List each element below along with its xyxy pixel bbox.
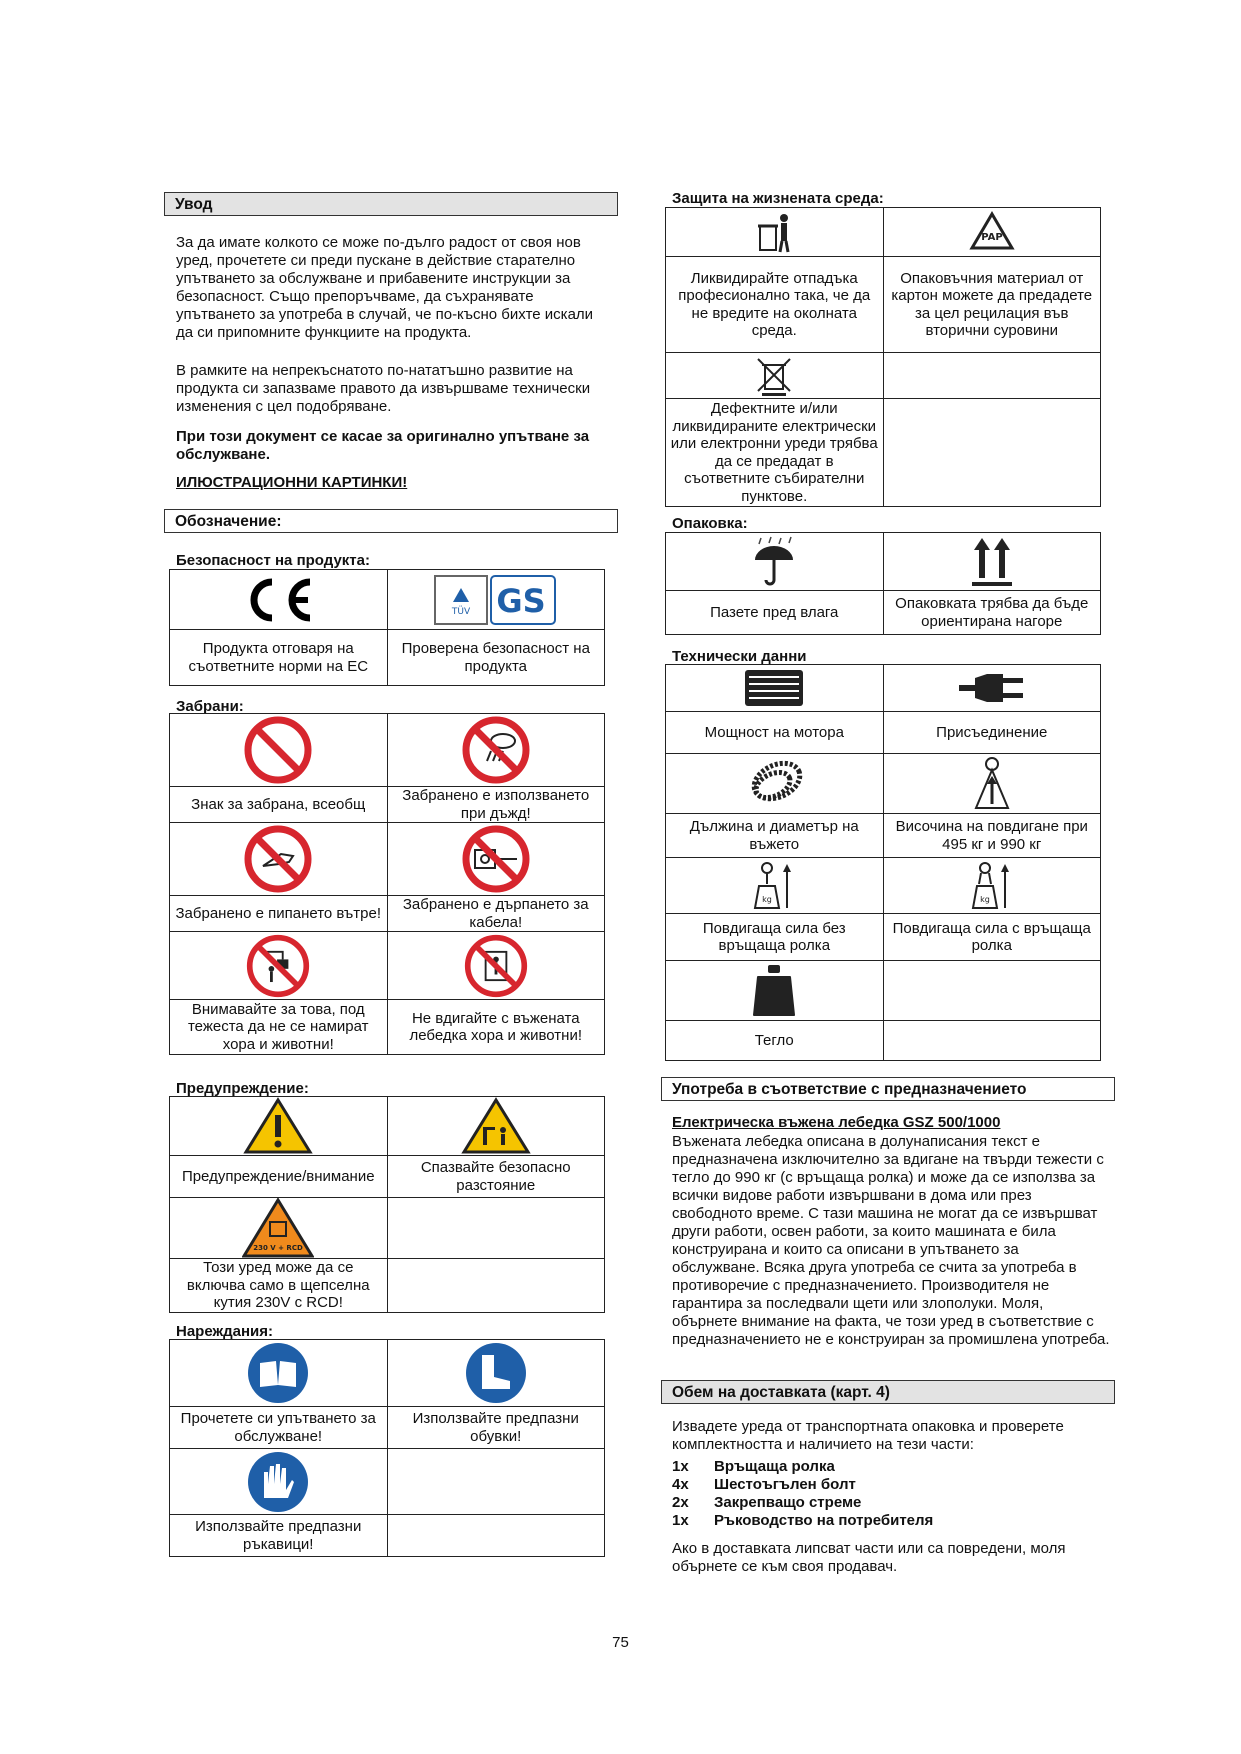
tech-title: Технически данни — [672, 648, 807, 665]
empty-cell — [883, 961, 1101, 1021]
page-number: 75 — [612, 1634, 629, 1651]
safety-gloves-icon — [170, 1449, 388, 1515]
dispose-waste-icon — [666, 208, 884, 257]
order-label: Използвайте предпазни обувки! — [387, 1407, 605, 1449]
prohibition-sign-icon — [170, 714, 388, 787]
warning-label: Спазвайте безопасно разстояние — [387, 1156, 605, 1198]
delivery-header: Обем на доставката (карт. 4) — [661, 1380, 1115, 1404]
tech-table — [665, 664, 1101, 1061]
tech-label: Тегло — [666, 1021, 884, 1061]
intro-paragraph-3: При този документ се касае за оригинално упътване за обслужване. — [176, 428, 590, 463]
illustrations-note: ИЛЮСТРАЦИОННИ КАРТИНКИ! — [176, 474, 408, 491]
rope-coil-icon — [666, 754, 884, 814]
use-header: Употреба в съответствие с предназначението — [661, 1077, 1115, 1101]
environment-table — [665, 207, 1101, 507]
intro-paragraph-2: В рамките на непрекъснатото по-нататъшно развитие на продукта си запазваме правото да извършваме технически изменения с цел подобряване. — [176, 362, 591, 415]
no-standing-under-load-icon — [170, 932, 388, 1000]
this-way-up-icon — [883, 533, 1101, 591]
prohibitions-title: Забрани: — [176, 698, 244, 715]
prohibition-label: Знак за забрана, всеобщ — [170, 787, 388, 823]
warnings-table — [169, 1096, 605, 1313]
empty-cell — [883, 399, 1101, 507]
no-touch-icon — [170, 823, 388, 896]
use-text: Въжената лебедка описана в долунаписания текст е предназначена изключително за вдигане на твърди тежести с тегло до 990 кг (с връщаща ролка) и може да се използва за всички видове работи извършвани в дома или през свободното време. С тази машина не могат да се извършват други работи, освен работи, за които машината е била конструирана и които са описани в упътването за обслужване. Всяка друга употреба се счита за употреба в противоречие с предназначението. Производителя не гарантира за последвали щети или злополуки. Моля, обърнете внимание на факта, че този уред в съответствие с предназначението не е конструиран за промишлена употреба. — [672, 1133, 1110, 1348]
prohibition-label: Не вдигайте с въжената лебедка хора и животни! — [387, 1000, 605, 1055]
warning-label: Предупреждение/внимание — [170, 1156, 388, 1198]
delivery-qty: 1x — [672, 1458, 689, 1475]
safety-title: Безопасност на продукта: — [176, 552, 370, 569]
delivery-qty: 2x — [672, 1494, 689, 1511]
svg-text:GS: GS — [496, 581, 546, 620]
tech-label: Повдигаща сила без връщаща ролка — [666, 914, 884, 961]
empty-cell — [387, 1515, 605, 1557]
pap-recycle-icon — [883, 208, 1101, 257]
intro-paragraph-1: За да имате колкото се може по-дълго радост от своя нов уред, прочетете си преди пускане в действие старателно упътването за обслужване и прибавените инструкции за безопасност. Също препоръчваме, да съхранявате упътването за употреба в случай, че по-късно бихте искали да си припомните функциите на продукта. — [176, 234, 594, 341]
orders-table — [169, 1339, 605, 1557]
motor-icon — [666, 665, 884, 712]
delivery-qty: 4x — [672, 1476, 689, 1493]
lifting-height-icon — [883, 754, 1101, 814]
empty-cell — [883, 1021, 1101, 1061]
packaging-title: Опаковка: — [672, 515, 748, 532]
rcd-warning-icon — [170, 1198, 388, 1259]
lift-force-pulley-icon — [883, 858, 1101, 914]
kg-icon-text: kg — [762, 894, 773, 904]
delivery-item — [672, 1494, 861, 1512]
environment-label: Ликвидирайте отпадъка професионално така, че да не вредите на околната среда. — [666, 257, 884, 353]
tech-label: Височина на повдигане при 495 кг и 990 кг — [883, 814, 1101, 858]
warning-label: Този уред може да се включва само в щепселна кутия 230V с RCD! — [170, 1259, 388, 1313]
no-lifting-people-icon — [387, 932, 605, 1000]
safe-distance-icon — [387, 1097, 605, 1156]
packaging-label: Пазете пред влага — [666, 591, 884, 635]
safety-boots-icon — [387, 1340, 605, 1407]
safety-label: Продукта отговаря на съответните норми на ЕС — [170, 630, 388, 686]
warning-triangle-icon — [170, 1097, 388, 1156]
delivery-outro: Ако в доставката липсват части или са повредени, моля обърнете се към своя продавач. — [672, 1540, 1066, 1575]
prohibition-label: Забранено е пипането вътре! — [170, 896, 388, 932]
pap-icon-text: PAP — [981, 232, 1003, 243]
designation-header: Обозначение: — [164, 509, 618, 533]
umbrella-icon — [666, 533, 884, 591]
no-rain-icon — [387, 714, 605, 787]
no-cable-pull-icon — [387, 823, 605, 896]
empty-cell — [387, 1198, 605, 1259]
safety-label: Проверена безопасност на продукта — [387, 630, 605, 686]
delivery-item — [672, 1458, 835, 1476]
tuv-gs-icon — [387, 570, 605, 630]
weight-icon — [666, 961, 884, 1021]
order-label: Прочетете си упътването за обслужване! — [170, 1407, 388, 1449]
delivery-name: Шестоъгълен болт — [714, 1476, 856, 1493]
plug-icon — [883, 665, 1101, 712]
delivery-name: Връщаща ролка — [714, 1458, 835, 1475]
tech-label: Присъединение — [883, 712, 1101, 754]
delivery-item — [672, 1476, 856, 1494]
tech-label: Повдигаща сила с връщаща ролка — [883, 914, 1101, 961]
environment-label: Опаковъчния материал от картон можете да предадете за цел рецилация във вторични суровини — [883, 257, 1101, 353]
weee-crossed-bin-icon — [666, 353, 884, 399]
use-subtitle: Електрическа въжена лебедка GSZ 500/1000 — [672, 1114, 1001, 1131]
delivery-item — [672, 1512, 933, 1530]
tech-label: Дължина и диаметър на въжето — [666, 814, 884, 858]
kg-icon-text: kg — [979, 894, 990, 904]
intro-header: Увод — [164, 192, 618, 216]
packaging-label: Опаковката трябва да бъде ориентирана нагоре — [883, 591, 1101, 635]
read-manual-icon — [170, 1340, 388, 1407]
prohibition-label: Внимавайте за това, под тежеста да не се намират хора и животни! — [170, 1000, 388, 1055]
prohibition-label: Забранено е дърпането за кабела! — [387, 896, 605, 932]
lift-force-icon — [666, 858, 884, 914]
prohibition-label: Забранено е използването при дъжд! — [387, 787, 605, 823]
ce-mark-icon — [170, 570, 388, 630]
delivery-qty: 1x — [672, 1512, 689, 1529]
prohibitions-table — [169, 713, 605, 1055]
empty-cell — [387, 1449, 605, 1515]
environment-title: Защита на жизнената среда: — [672, 190, 884, 207]
order-label: Използвайте предпазни ръкавици! — [170, 1515, 388, 1557]
delivery-intro: Извадете уреда от транспортната опаковка и проверете комплектността и наличието на тези части: — [672, 1418, 1064, 1453]
empty-cell — [883, 353, 1101, 399]
tech-label: Мощност на мотора — [666, 712, 884, 754]
empty-cell — [387, 1259, 605, 1313]
packaging-table — [665, 532, 1101, 635]
rcd-icon-text: 230 V + RCD — [253, 1244, 304, 1252]
warning-title: Предупреждение: — [176, 1080, 309, 1097]
delivery-name: Закрепващо стреме — [714, 1494, 862, 1511]
environment-label: Дефектните и/или ликвидираните електрически или електронни уреди трябва да се предадат в съответните събирателни пунктове. — [666, 399, 884, 507]
delivery-name: Ръководство на потребителя — [714, 1512, 934, 1529]
safety-table — [169, 569, 605, 686]
svg-text:TÜV: TÜV — [451, 606, 470, 617]
orders-title: Нареждания: — [176, 1323, 274, 1340]
